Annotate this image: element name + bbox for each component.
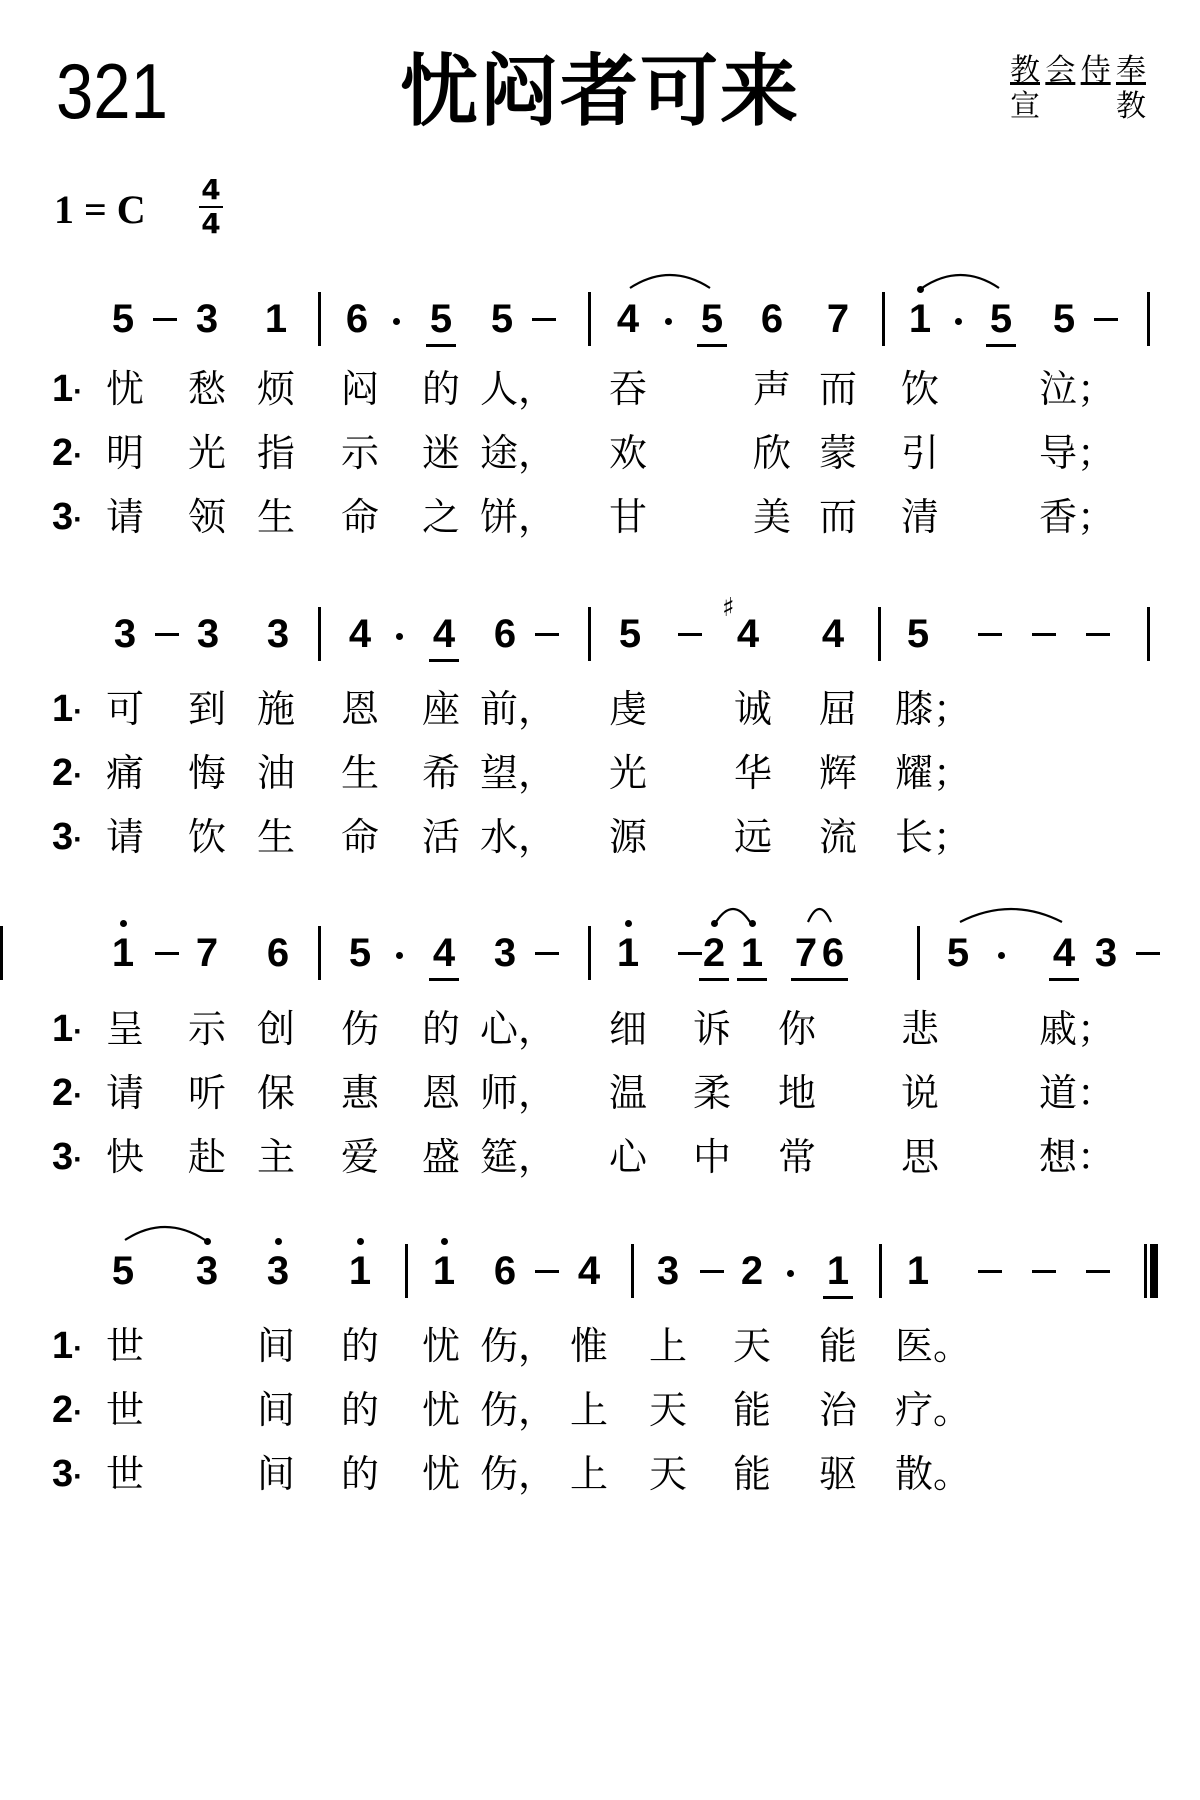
- verse-number: [52, 1323, 83, 1372]
- note: 2: [702, 931, 726, 975]
- lyric-syllable: 请: [105, 495, 144, 539]
- lyric-syllable: 施: [256, 687, 295, 731]
- note: 6: [760, 297, 784, 341]
- verse-number-dot: ·: [73, 823, 84, 856]
- augmentation-dot: [396, 952, 403, 959]
- lyric-syllable: 饮: [187, 815, 226, 859]
- eighth-underline: [823, 1296, 853, 1299]
- octave-high-dot: [357, 1238, 364, 1245]
- lyric-syllable: 思: [900, 1135, 939, 1179]
- lyric-syllable: 长；: [895, 815, 972, 859]
- credit-author-char: 教: [1010, 53, 1040, 88]
- lyric-syllable: 疗。: [895, 1388, 972, 1432]
- lyric-syllable: 而: [818, 367, 857, 411]
- lyric-syllable: 保: [256, 1071, 295, 1115]
- lyric-syllable: 伤，: [480, 1324, 557, 1368]
- verse-number-value: 3: [52, 496, 74, 538]
- barline: [0, 926, 3, 980]
- barline: [588, 292, 591, 346]
- lyric-syllable: 忧: [421, 1388, 460, 1432]
- barline: [1147, 292, 1150, 346]
- lyric-syllable: 油: [256, 751, 295, 795]
- lyric-syllable: 能: [732, 1452, 771, 1496]
- lyric-syllable: 中: [692, 1135, 731, 1179]
- dash-sustain: [532, 318, 556, 321]
- lyric-syllable: 到: [187, 687, 226, 731]
- verse-number: [52, 1006, 83, 1055]
- lyric-syllable: 世: [105, 1388, 144, 1432]
- final-barline-thick: [1150, 1244, 1158, 1298]
- note: 1: [432, 1249, 456, 1293]
- lyric-syllable: 你: [777, 1007, 816, 1051]
- verse-number: [52, 686, 83, 735]
- lyric-syllable: 忧: [105, 367, 144, 411]
- hymn-title: 忧闷者可来: [399, 47, 800, 137]
- note: 7: [794, 931, 818, 975]
- barline: [882, 292, 885, 346]
- dash-sustain: [535, 952, 559, 955]
- verse-number: [52, 430, 83, 479]
- note: 4: [821, 612, 845, 656]
- verse-number-dot: ·: [73, 1015, 84, 1048]
- lyric-syllable: 筵，: [480, 1135, 557, 1179]
- lyric-syllable: 烦: [256, 367, 295, 411]
- lyric-syllable: 听: [187, 1071, 226, 1115]
- lyric-syllable: 伤: [340, 1007, 379, 1051]
- verse-number: [52, 750, 83, 799]
- note: 5: [700, 297, 724, 341]
- lyric-syllable: 远: [733, 815, 772, 859]
- verse-number: [52, 1451, 83, 1500]
- lyric-syllable: 而: [818, 495, 857, 539]
- lyric-syllable: 欣: [752, 431, 791, 475]
- lyric-syllable: 示: [340, 431, 379, 475]
- verse-number-value: 3: [52, 1453, 74, 1495]
- lyric-syllable: 清: [900, 495, 939, 539]
- barline: [878, 607, 881, 661]
- barline: [405, 1244, 408, 1298]
- lyric-syllable: 道：: [1039, 1071, 1116, 1115]
- lyric-syllable: 上: [569, 1388, 608, 1432]
- lyric-syllable: 示: [187, 1007, 226, 1051]
- lyric-syllable: 驱: [818, 1452, 857, 1496]
- note: 3: [266, 1249, 290, 1293]
- slur-arc: [958, 902, 1064, 926]
- lyric-syllable: 盛: [421, 1135, 460, 1179]
- lyric-syllable: 膝；: [895, 687, 972, 731]
- sharp-accidental: ♯: [722, 593, 735, 623]
- eighth-underline: [429, 659, 459, 662]
- note: 3: [493, 931, 517, 975]
- verse-number-dot: ·: [73, 1460, 84, 1493]
- lyric-syllable: 生: [340, 751, 379, 795]
- barline: [588, 926, 591, 980]
- lyric-syllable: 愁: [187, 367, 226, 411]
- lyric-syllable: 吞: [608, 367, 647, 411]
- dash-sustain: [155, 952, 179, 955]
- note: 3: [266, 612, 290, 656]
- verse-number-dot: ·: [73, 439, 84, 472]
- lyric-syllable: 恩: [421, 1071, 460, 1115]
- lyric-syllable: 主: [256, 1135, 295, 1179]
- credit-author-char: 奉: [1115, 53, 1146, 88]
- dash-sustain: [978, 1270, 1002, 1273]
- lyric-syllable: 悲: [900, 1007, 939, 1051]
- lyric-syllable: 源: [608, 815, 647, 859]
- augmentation-dot: [396, 633, 403, 640]
- lyric-syllable: 上: [648, 1324, 687, 1368]
- dash-sustain: [978, 633, 1002, 636]
- lyric-syllable: 上: [569, 1452, 608, 1496]
- note: 6: [821, 931, 845, 975]
- dash-sustain: [1094, 318, 1118, 321]
- note: 6: [493, 1249, 517, 1293]
- lyric-syllable: 痛: [105, 751, 144, 795]
- verse-number: [52, 814, 83, 863]
- lyric-syllable: 声: [752, 367, 791, 411]
- lyric-syllable: 散。: [895, 1452, 972, 1496]
- verse-number-dot: ·: [73, 695, 84, 728]
- dash-sustain: [1086, 633, 1110, 636]
- lyric-syllable: 快: [105, 1135, 144, 1179]
- octave-high-dot: [625, 920, 632, 927]
- verse-number: [52, 1387, 83, 1436]
- octave-high-dot: [275, 1238, 282, 1245]
- note: 4: [616, 297, 640, 341]
- slur-arc: [806, 902, 833, 926]
- eighth-underline: [697, 344, 727, 347]
- lyric-syllable: 治: [818, 1388, 857, 1432]
- verse-number-value: 1: [52, 368, 74, 410]
- augmentation-dot: [998, 952, 1005, 959]
- lyric-syllable: 天: [648, 1388, 687, 1432]
- lyric-syllable: 导；: [1039, 431, 1116, 475]
- note: 5: [490, 297, 514, 341]
- verse-number-dot: ·: [73, 1143, 84, 1176]
- verse-number-value: 1: [52, 688, 74, 730]
- lyric-syllable: 能: [818, 1324, 857, 1368]
- barline: [917, 926, 920, 980]
- key-signature: 1 = C: [54, 187, 146, 232]
- hymn-number: 321: [56, 47, 168, 135]
- note: 3: [196, 612, 220, 656]
- verse-number-value: 2: [52, 1389, 74, 1431]
- note: 1: [348, 1249, 372, 1293]
- verse-number-dot: ·: [73, 375, 84, 408]
- lyric-syllable: 间: [256, 1452, 295, 1496]
- note: 3: [656, 1249, 680, 1293]
- lyric-syllable: 惟: [569, 1324, 608, 1368]
- credit-source: [1010, 90, 1146, 124]
- dash-sustain: [535, 1270, 559, 1273]
- eighth-underline: [986, 344, 1016, 347]
- time-signature-bottom: 4: [201, 207, 221, 240]
- lyric-syllable: 诚: [733, 687, 772, 731]
- lyric-syllable: 温: [608, 1071, 647, 1115]
- lyric-syllable: 戚；: [1039, 1007, 1116, 1051]
- verse-number-value: 3: [52, 816, 74, 858]
- note: 7: [195, 931, 219, 975]
- credit-author-char: 会: [1045, 53, 1076, 88]
- lyric-syllable: 间: [256, 1388, 295, 1432]
- lyric-syllable: 爱: [340, 1135, 379, 1179]
- eighth-underline: [426, 344, 456, 347]
- note: 1: [826, 1249, 850, 1293]
- verse-number-dot: ·: [73, 1396, 84, 1429]
- verse-number-dot: ·: [73, 1079, 84, 1112]
- lyric-syllable: 能: [732, 1388, 771, 1432]
- augmentation-dot: [787, 1270, 794, 1277]
- note: 4: [432, 931, 456, 975]
- credit-source-char: 教: [1116, 89, 1146, 124]
- note: 5: [111, 1249, 135, 1293]
- lyric-syllable: 呈: [105, 1007, 144, 1051]
- note: 5: [429, 297, 453, 341]
- note: 5: [906, 612, 930, 656]
- lyric-syllable: 座: [421, 687, 460, 731]
- slur-arc: [920, 268, 1001, 292]
- note: 4: [577, 1249, 601, 1293]
- octave-high-dot: [120, 920, 127, 927]
- note: 3: [195, 1249, 219, 1293]
- lyric-syllable: 恩: [340, 687, 379, 731]
- lyric-syllable: 闷: [340, 367, 379, 411]
- final-barline-thin: [1144, 1244, 1147, 1298]
- lyric-syllable: 饮: [900, 367, 939, 411]
- lyric-syllable: 光: [187, 431, 226, 475]
- eighth-underline: [699, 978, 729, 981]
- barline: [318, 607, 321, 661]
- verse-number: [52, 1134, 83, 1183]
- verse-number: [52, 366, 83, 415]
- augmentation-dot: [393, 318, 400, 325]
- lyric-syllable: 希: [421, 751, 460, 795]
- barline: [879, 1244, 882, 1298]
- note: 6: [493, 612, 517, 656]
- barline: [1147, 607, 1150, 661]
- dash-sustain: [1032, 633, 1056, 636]
- lyric-syllable: 泣；: [1039, 367, 1116, 411]
- lyric-syllable: 悔: [187, 751, 226, 795]
- lyric-syllable: 引: [900, 431, 939, 475]
- lyric-syllable: 前，: [480, 687, 557, 731]
- note: 4: [1052, 931, 1076, 975]
- lyric-syllable: 医。: [895, 1324, 972, 1368]
- lyric-syllable: 明: [105, 431, 144, 475]
- note: 1: [906, 1249, 930, 1293]
- credit-author: [1010, 54, 1146, 88]
- note: 5: [348, 931, 372, 975]
- note: 5: [946, 931, 970, 975]
- lyric-syllable: 赴: [187, 1135, 226, 1179]
- barline: [588, 607, 591, 661]
- lyric-syllable: 人，: [480, 367, 557, 411]
- note: 7: [826, 297, 850, 341]
- lyric-syllable: 领: [187, 495, 226, 539]
- note: 1: [264, 297, 288, 341]
- dash-sustain: [535, 633, 559, 636]
- verse-number-value: 2: [52, 432, 74, 474]
- lyric-syllable: 饼，: [480, 495, 557, 539]
- lyric-syllable: 华: [733, 751, 772, 795]
- note: 3: [113, 612, 137, 656]
- lyric-syllable: 心，: [480, 1007, 557, 1051]
- verse-number-value: 2: [52, 752, 74, 794]
- credit-author-char: 侍: [1080, 53, 1111, 88]
- lyric-syllable: 的: [421, 367, 460, 411]
- eighth-underline: [737, 978, 767, 981]
- note: 5: [1052, 297, 1076, 341]
- verse-number-dot: ·: [73, 759, 84, 792]
- lyric-syllable: 光: [608, 751, 647, 795]
- note: 3: [195, 297, 219, 341]
- eighth-underline: [791, 978, 821, 981]
- lyric-syllable: 香；: [1039, 495, 1116, 539]
- lyric-syllable: 蒙: [818, 431, 857, 475]
- slur-arc: [628, 268, 712, 292]
- lyric-syllable: 的: [340, 1324, 379, 1368]
- lyric-syllable: 辉: [818, 751, 857, 795]
- lyric-syllable: 伤，: [480, 1452, 557, 1496]
- lyric-syllable: 请: [105, 815, 144, 859]
- lyric-syllable: 流: [818, 815, 857, 859]
- lyric-syllable: 活: [421, 815, 460, 859]
- dash-sustain: [1136, 952, 1160, 955]
- eighth-underline: [818, 978, 848, 981]
- lyric-syllable: 虔: [608, 687, 647, 731]
- lyric-syllable: 细: [608, 1007, 647, 1051]
- lyric-syllable: 柔: [692, 1071, 731, 1115]
- note: 4: [348, 612, 372, 656]
- lyric-syllable: 生: [256, 495, 295, 539]
- note: 1: [908, 297, 932, 341]
- note: 1: [111, 931, 135, 975]
- slur-arc: [123, 1220, 207, 1244]
- lyric-syllable: 惠: [340, 1071, 379, 1115]
- lyric-syllable: 水，: [480, 815, 557, 859]
- lyric-syllable: 命: [340, 495, 379, 539]
- barline: [631, 1244, 634, 1298]
- time-signature: [196, 173, 226, 240]
- note: 5: [618, 612, 642, 656]
- note: 4: [432, 612, 456, 656]
- verse-number-value: 2: [52, 1072, 74, 1114]
- note: 1: [740, 931, 764, 975]
- barline: [318, 292, 321, 346]
- credit-source-char: 宣: [1010, 89, 1040, 124]
- lyric-syllable: 可: [105, 687, 144, 731]
- lyric-syllable: 的: [340, 1388, 379, 1432]
- lyric-syllable: 创: [256, 1007, 295, 1051]
- lyric-syllable: 之: [421, 495, 460, 539]
- lyric-syllable: 途，: [480, 431, 557, 475]
- note: 2: [740, 1249, 764, 1293]
- note: 5: [989, 297, 1013, 341]
- lyric-syllable: 常: [777, 1135, 816, 1179]
- lyric-syllable: 的: [421, 1007, 460, 1051]
- barline: [318, 926, 321, 980]
- augmentation-dot: [955, 318, 962, 325]
- dash-sustain: [1086, 1270, 1110, 1273]
- verse-number-dot: ·: [73, 503, 84, 536]
- note: 4: [736, 612, 760, 656]
- verse-number-dot: ·: [73, 1332, 84, 1365]
- lyric-syllable: 间: [256, 1324, 295, 1368]
- verse-number-value: 1: [52, 1008, 74, 1050]
- verse-number-value: 1: [52, 1325, 74, 1367]
- eighth-underline: [429, 978, 459, 981]
- augmentation-dot: [665, 318, 672, 325]
- verse-number-value: 3: [52, 1136, 74, 1178]
- verse-number: [52, 1070, 83, 1119]
- dash-sustain: [153, 318, 177, 321]
- dash-sustain: [155, 633, 179, 636]
- lyric-syllable: 地: [777, 1071, 816, 1115]
- lyric-syllable: 忧: [421, 1324, 460, 1368]
- lyric-syllable: 请: [105, 1071, 144, 1115]
- lyric-syllable: 世: [105, 1324, 144, 1368]
- lyric-syllable: 望，: [480, 751, 557, 795]
- lyric-syllable: 指: [256, 431, 295, 475]
- lyric-syllable: 忧: [421, 1452, 460, 1496]
- lyric-syllable: 世: [105, 1452, 144, 1496]
- octave-high-dot: [441, 1238, 448, 1245]
- lyric-syllable: 欢: [608, 431, 647, 475]
- lyric-syllable: 生: [256, 815, 295, 859]
- lyric-syllable: 说: [900, 1071, 939, 1115]
- lyric-syllable: 甘: [608, 495, 647, 539]
- lyric-syllable: 命: [340, 815, 379, 859]
- note: 6: [266, 931, 290, 975]
- lyric-syllable: 诉: [692, 1007, 731, 1051]
- dash-sustain: [700, 1270, 724, 1273]
- note: 3: [1094, 931, 1118, 975]
- lyric-syllable: 天: [648, 1452, 687, 1496]
- verse-number: [52, 494, 83, 543]
- lyric-syllable: 的: [340, 1452, 379, 1496]
- lyric-syllable: 师，: [480, 1071, 557, 1115]
- lyric-syllable: 耀；: [895, 751, 972, 795]
- note: 6: [345, 297, 369, 341]
- lyric-syllable: 想：: [1039, 1135, 1116, 1179]
- note: 5: [111, 297, 135, 341]
- dash-sustain: [678, 633, 702, 636]
- lyric-syllable: 天: [732, 1324, 771, 1368]
- slur-arc: [714, 902, 752, 926]
- time-signature-top: 4: [201, 173, 221, 206]
- dash-sustain: [1032, 1270, 1056, 1273]
- lyric-syllable: 伤，: [480, 1388, 557, 1432]
- lyric-syllable: 迷: [421, 431, 460, 475]
- note: 1: [616, 931, 640, 975]
- lyric-syllable: 美: [752, 495, 791, 539]
- lyric-syllable: 心: [608, 1135, 647, 1179]
- eighth-underline: [1049, 978, 1079, 981]
- lyric-syllable: 屈: [818, 687, 857, 731]
